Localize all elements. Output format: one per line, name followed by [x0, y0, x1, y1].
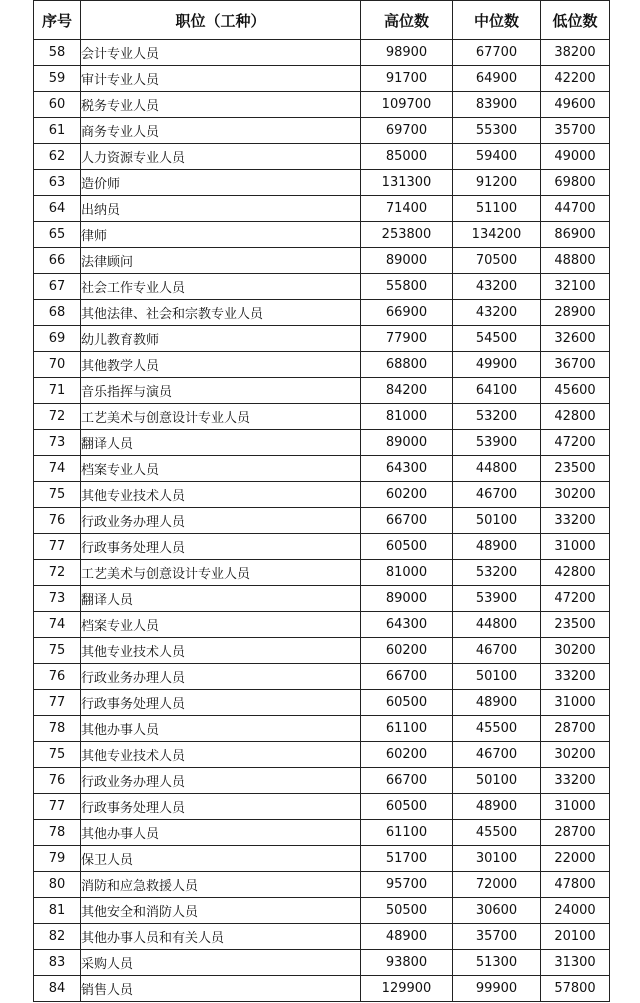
cell-median: 44800 [453, 456, 541, 482]
cell-occupation: 其他专业技术人员 [81, 742, 361, 768]
cell-median: 53900 [453, 430, 541, 456]
cell-index: 76 [34, 768, 81, 794]
table-row [34, 534, 610, 560]
cell-high: 55800 [361, 274, 453, 300]
cell-occupation: 工艺美术与创意设计专业人员 [81, 560, 361, 586]
cell-index: 75 [34, 638, 81, 664]
table-row [34, 430, 610, 456]
cell-median: 49900 [453, 352, 541, 378]
cell-index: 69 [34, 326, 81, 352]
cell-occupation: 消防和应急救援人员 [81, 872, 361, 898]
cell-occupation: 行政业务办理人员 [81, 768, 361, 794]
cell-high: 89000 [361, 586, 453, 612]
cell-index: 74 [34, 456, 81, 482]
cell-low: 23500 [541, 456, 610, 482]
table-header [34, 1, 610, 40]
cell-median: 64900 [453, 66, 541, 92]
cell-index: 59 [34, 66, 81, 92]
cell-occupation: 翻译人员 [81, 586, 361, 612]
cell-index: 68 [34, 300, 81, 326]
cell-median: 46700 [453, 482, 541, 508]
cell-median: 30600 [453, 898, 541, 924]
table-row [34, 898, 610, 924]
table-row [34, 716, 610, 742]
cell-low: 23500 [541, 612, 610, 638]
cell-low: 45600 [541, 378, 610, 404]
cell-occupation: 行政事务处理人员 [81, 690, 361, 716]
cell-high: 51700 [361, 846, 453, 872]
cell-index: 81 [34, 898, 81, 924]
wage-table-page [33, 0, 609, 1002]
cell-median: 45500 [453, 716, 541, 742]
cell-occupation: 销售人员 [81, 976, 361, 1002]
cell-occupation: 行政业务办理人员 [81, 664, 361, 690]
header-row [34, 1, 610, 40]
cell-occupation: 出纳员 [81, 196, 361, 222]
cell-occupation: 律师 [81, 222, 361, 248]
cell-high: 84200 [361, 378, 453, 404]
cell-low: 31000 [541, 690, 610, 716]
table-row [34, 820, 610, 846]
table-row [34, 560, 610, 586]
table-row [34, 92, 610, 118]
cell-median: 43200 [453, 274, 541, 300]
table-row [34, 612, 610, 638]
cell-index: 76 [34, 664, 81, 690]
cell-low: 31300 [541, 950, 610, 976]
table-row [34, 664, 610, 690]
wage-table [33, 0, 610, 1002]
table-row [34, 118, 610, 144]
cell-high: 253800 [361, 222, 453, 248]
cell-median: 64100 [453, 378, 541, 404]
cell-high: 85000 [361, 144, 453, 170]
cell-low: 36700 [541, 352, 610, 378]
cell-low: 69800 [541, 170, 610, 196]
cell-occupation: 审计专业人员 [81, 66, 361, 92]
cell-low: 32600 [541, 326, 610, 352]
table-row [34, 456, 610, 482]
table-row [34, 248, 610, 274]
cell-median: 54500 [453, 326, 541, 352]
cell-low: 48800 [541, 248, 610, 274]
cell-high: 60500 [361, 794, 453, 820]
cell-median: 46700 [453, 742, 541, 768]
cell-occupation: 人力资源专业人员 [81, 144, 361, 170]
header-median: 中位数 [453, 1, 541, 40]
cell-index: 82 [34, 924, 81, 950]
cell-occupation: 幼儿教育教师 [81, 326, 361, 352]
cell-median: 50100 [453, 768, 541, 794]
cell-index: 62 [34, 144, 81, 170]
cell-occupation: 音乐指挥与演员 [81, 378, 361, 404]
cell-high: 89000 [361, 248, 453, 274]
cell-high: 81000 [361, 404, 453, 430]
cell-index: 75 [34, 742, 81, 768]
table-body [34, 40, 610, 1002]
table-row [34, 508, 610, 534]
cell-occupation: 其他专业技术人员 [81, 638, 361, 664]
cell-low: 31000 [541, 794, 610, 820]
cell-high: 93800 [361, 950, 453, 976]
table-row [34, 742, 610, 768]
cell-high: 109700 [361, 92, 453, 118]
cell-low: 42800 [541, 560, 610, 586]
cell-high: 68800 [361, 352, 453, 378]
cell-occupation: 其他办事人员 [81, 716, 361, 742]
table-row [34, 976, 610, 1002]
cell-occupation: 档案专业人员 [81, 612, 361, 638]
cell-low: 38200 [541, 40, 610, 66]
table-row [34, 768, 610, 794]
cell-index: 73 [34, 430, 81, 456]
cell-index: 75 [34, 482, 81, 508]
table-row [34, 482, 610, 508]
header-high: 高位数 [361, 1, 453, 40]
cell-low: 47200 [541, 430, 610, 456]
cell-high: 66700 [361, 664, 453, 690]
cell-low: 32100 [541, 274, 610, 300]
cell-index: 77 [34, 794, 81, 820]
cell-index: 72 [34, 560, 81, 586]
cell-high: 77900 [361, 326, 453, 352]
cell-low: 42200 [541, 66, 610, 92]
cell-low: 42800 [541, 404, 610, 430]
cell-index: 72 [34, 404, 81, 430]
cell-low: 44700 [541, 196, 610, 222]
cell-low: 86900 [541, 222, 610, 248]
table-row [34, 378, 610, 404]
cell-occupation: 造价师 [81, 170, 361, 196]
table-row [34, 794, 610, 820]
header-occupation: 职位（工种） [81, 1, 361, 40]
cell-occupation: 其他教学人员 [81, 352, 361, 378]
cell-low: 33200 [541, 664, 610, 690]
cell-index: 79 [34, 846, 81, 872]
cell-occupation: 社会工作专业人员 [81, 274, 361, 300]
table-row [34, 924, 610, 950]
cell-occupation: 行政事务处理人员 [81, 794, 361, 820]
cell-low: 47800 [541, 872, 610, 898]
cell-index: 63 [34, 170, 81, 196]
table-row [34, 170, 610, 196]
cell-low: 30200 [541, 482, 610, 508]
cell-median: 134200 [453, 222, 541, 248]
cell-high: 48900 [361, 924, 453, 950]
cell-median: 83900 [453, 92, 541, 118]
cell-low: 57800 [541, 976, 610, 1002]
cell-high: 66700 [361, 508, 453, 534]
cell-low: 49000 [541, 144, 610, 170]
cell-low: 35700 [541, 118, 610, 144]
cell-median: 55300 [453, 118, 541, 144]
cell-high: 60200 [361, 638, 453, 664]
cell-high: 131300 [361, 170, 453, 196]
cell-index: 58 [34, 40, 81, 66]
cell-low: 20100 [541, 924, 610, 950]
cell-high: 95700 [361, 872, 453, 898]
cell-index: 73 [34, 586, 81, 612]
cell-high: 69700 [361, 118, 453, 144]
cell-median: 53900 [453, 586, 541, 612]
cell-index: 80 [34, 872, 81, 898]
cell-median: 51300 [453, 950, 541, 976]
cell-occupation: 行政业务办理人员 [81, 508, 361, 534]
cell-high: 64300 [361, 456, 453, 482]
cell-index: 78 [34, 820, 81, 846]
cell-median: 59400 [453, 144, 541, 170]
cell-occupation: 翻译人员 [81, 430, 361, 456]
cell-high: 98900 [361, 40, 453, 66]
cell-index: 74 [34, 612, 81, 638]
cell-high: 71400 [361, 196, 453, 222]
cell-median: 45500 [453, 820, 541, 846]
table-row [34, 300, 610, 326]
cell-high: 61100 [361, 820, 453, 846]
cell-high: 81000 [361, 560, 453, 586]
cell-index: 76 [34, 508, 81, 534]
cell-index: 70 [34, 352, 81, 378]
cell-index: 64 [34, 196, 81, 222]
cell-high: 60500 [361, 690, 453, 716]
table-row [34, 66, 610, 92]
cell-median: 72000 [453, 872, 541, 898]
cell-index: 71 [34, 378, 81, 404]
cell-median: 53200 [453, 404, 541, 430]
cell-occupation: 其他安全和消防人员 [81, 898, 361, 924]
cell-occupation: 税务专业人员 [81, 92, 361, 118]
cell-low: 28700 [541, 820, 610, 846]
cell-index: 77 [34, 534, 81, 560]
cell-low: 30200 [541, 638, 610, 664]
cell-high: 50500 [361, 898, 453, 924]
cell-low: 22000 [541, 846, 610, 872]
table-row [34, 586, 610, 612]
cell-low: 24000 [541, 898, 610, 924]
cell-index: 61 [34, 118, 81, 144]
cell-index: 66 [34, 248, 81, 274]
cell-low: 30200 [541, 742, 610, 768]
cell-median: 70500 [453, 248, 541, 274]
cell-occupation: 商务专业人员 [81, 118, 361, 144]
cell-high: 66700 [361, 768, 453, 794]
cell-occupation: 其他专业技术人员 [81, 482, 361, 508]
cell-occupation: 法律顾问 [81, 248, 361, 274]
table-row [34, 404, 610, 430]
cell-median: 44800 [453, 612, 541, 638]
cell-low: 28700 [541, 716, 610, 742]
cell-median: 35700 [453, 924, 541, 950]
table-row [34, 950, 610, 976]
cell-median: 99900 [453, 976, 541, 1002]
cell-median: 48900 [453, 534, 541, 560]
cell-median: 50100 [453, 664, 541, 690]
cell-high: 91700 [361, 66, 453, 92]
cell-median: 50100 [453, 508, 541, 534]
cell-high: 129900 [361, 976, 453, 1002]
cell-index: 65 [34, 222, 81, 248]
cell-occupation: 档案专业人员 [81, 456, 361, 482]
cell-occupation: 其他法律、社会和宗教专业人员 [81, 300, 361, 326]
cell-high: 60200 [361, 482, 453, 508]
cell-median: 91200 [453, 170, 541, 196]
cell-low: 47200 [541, 586, 610, 612]
cell-high: 61100 [361, 716, 453, 742]
table-row [34, 326, 610, 352]
cell-median: 48900 [453, 690, 541, 716]
cell-median: 43200 [453, 300, 541, 326]
cell-low: 49600 [541, 92, 610, 118]
cell-index: 77 [34, 690, 81, 716]
cell-occupation: 采购人员 [81, 950, 361, 976]
cell-high: 60200 [361, 742, 453, 768]
table-row [34, 352, 610, 378]
cell-low: 31000 [541, 534, 610, 560]
cell-high: 66900 [361, 300, 453, 326]
table-row [34, 40, 610, 66]
cell-occupation: 会计专业人员 [81, 40, 361, 66]
cell-low: 33200 [541, 768, 610, 794]
cell-median: 48900 [453, 794, 541, 820]
cell-occupation: 工艺美术与创意设计专业人员 [81, 404, 361, 430]
cell-occupation: 其他办事人员 [81, 820, 361, 846]
header-low: 低位数 [541, 1, 610, 40]
cell-high: 60500 [361, 534, 453, 560]
cell-median: 46700 [453, 638, 541, 664]
table-row [34, 846, 610, 872]
table-row [34, 144, 610, 170]
table-row [34, 274, 610, 300]
cell-median: 51100 [453, 196, 541, 222]
header-index: 序号 [34, 1, 81, 40]
cell-median: 53200 [453, 560, 541, 586]
cell-high: 64300 [361, 612, 453, 638]
cell-index: 78 [34, 716, 81, 742]
table-row [34, 196, 610, 222]
cell-index: 83 [34, 950, 81, 976]
cell-median: 67700 [453, 40, 541, 66]
cell-occupation: 行政事务处理人员 [81, 534, 361, 560]
cell-high: 89000 [361, 430, 453, 456]
cell-index: 67 [34, 274, 81, 300]
table-row [34, 872, 610, 898]
cell-index: 60 [34, 92, 81, 118]
cell-occupation: 其他办事人员和有关人员 [81, 924, 361, 950]
cell-low: 28900 [541, 300, 610, 326]
cell-median: 30100 [453, 846, 541, 872]
table-row [34, 222, 610, 248]
cell-low: 33200 [541, 508, 610, 534]
cell-index: 84 [34, 976, 81, 1002]
cell-occupation: 保卫人员 [81, 846, 361, 872]
table-row [34, 690, 610, 716]
table-row [34, 638, 610, 664]
